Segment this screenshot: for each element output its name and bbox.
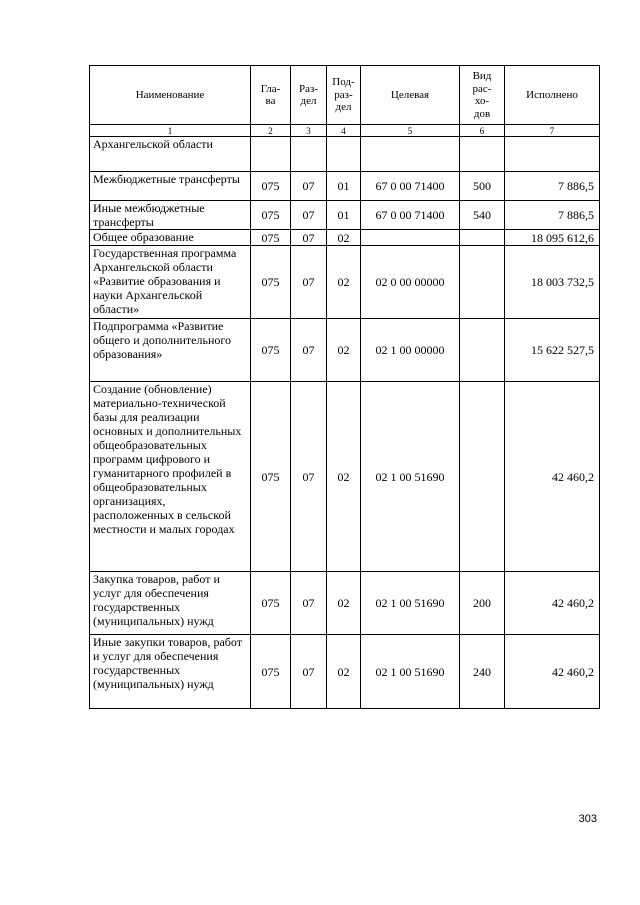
column-number: 3	[291, 125, 327, 137]
table-row	[90, 382, 600, 572]
row-ispolneno	[505, 137, 600, 172]
row-ispolneno: 7 886,5	[505, 201, 600, 230]
row-vid-rashodov	[460, 230, 505, 246]
row-podrazdel	[327, 137, 361, 172]
row-podrazdel: 01	[327, 172, 361, 201]
column-number: 5	[361, 125, 460, 137]
row-vid-rashodov: 200	[460, 572, 505, 635]
row-celevaya: 67 0 00 71400	[361, 172, 460, 201]
column-number-row	[90, 125, 600, 137]
header-ispolneno: Исполнено	[505, 66, 600, 125]
row-celevaya: 02 1 00 51690	[361, 382, 460, 572]
table-row	[90, 172, 600, 201]
header-glava: Гла- ва	[251, 66, 291, 125]
row-name: Иные закупки товаров, работ и услуг для обеспечения государственных (муниципальных) нужд	[90, 635, 251, 709]
header-razdel: Раз- дел	[291, 66, 327, 125]
row-glava	[251, 137, 291, 172]
row-vid-rashodov	[460, 137, 505, 172]
row-glava: 075	[251, 230, 291, 246]
row-podrazdel: 01	[327, 201, 361, 230]
row-ispolneno: 7 886,5	[505, 172, 600, 201]
table-row	[90, 201, 600, 230]
row-ispolneno: 42 460,2	[505, 382, 600, 572]
row-podrazdel: 02	[327, 635, 361, 709]
row-razdel: 07	[291, 572, 327, 635]
row-podrazdel: 02	[327, 319, 361, 382]
row-podrazdel: 02	[327, 230, 361, 246]
row-celevaya: 02 1 00 00000	[361, 319, 460, 382]
table-row	[90, 572, 600, 635]
row-ispolneno: 18 003 732,5	[505, 246, 600, 319]
row-glava: 075	[251, 572, 291, 635]
header-vid-rashodov: Вид рас- хо- дов	[460, 66, 505, 125]
row-podrazdel: 02	[327, 572, 361, 635]
row-name: Межбюджетные трансферты	[90, 172, 251, 201]
row-vid-rashodov: 500	[460, 172, 505, 201]
row-glava: 075	[251, 172, 291, 201]
row-ispolneno: 15 622 527,5	[505, 319, 600, 382]
column-number: 1	[90, 125, 251, 137]
row-name: Государственная программа Архангельской области «Развитие образования и науки Архангельской области»	[90, 246, 251, 319]
row-vid-rashodov: 240	[460, 635, 505, 709]
row-vid-rashodov	[460, 246, 505, 319]
row-glava: 075	[251, 319, 291, 382]
table-row	[90, 319, 600, 382]
header-row	[90, 66, 600, 125]
row-razdel: 07	[291, 172, 327, 201]
row-razdel: 07	[291, 246, 327, 319]
header-celevaya: Целевая	[361, 66, 460, 125]
row-ispolneno: 42 460,2	[505, 572, 600, 635]
row-razdel: 07	[291, 201, 327, 230]
row-razdel: 07	[291, 382, 327, 572]
column-number: 6	[460, 125, 505, 137]
row-name: Подпрограмма «Развитие общего и дополнительного образования»	[90, 319, 251, 382]
row-celevaya: 02 0 00 00000	[361, 246, 460, 319]
row-glava: 075	[251, 382, 291, 572]
row-glava: 075	[251, 201, 291, 230]
row-razdel: 07	[291, 230, 327, 246]
column-number: 2	[251, 125, 291, 137]
row-ispolneno: 18 095 612,6	[505, 230, 600, 246]
table-row	[90, 635, 600, 709]
row-razdel: 07	[291, 635, 327, 709]
row-vid-rashodov	[460, 319, 505, 382]
row-glava: 075	[251, 246, 291, 319]
row-ispolneno: 42 460,2	[505, 635, 600, 709]
row-name: Иные межбюджетные трансферты	[90, 201, 251, 230]
row-razdel	[291, 137, 327, 172]
header-podrazdel: Под- раз- дел	[327, 66, 361, 125]
page-number: 303	[578, 813, 597, 825]
row-razdel: 07	[291, 319, 327, 382]
table-row	[90, 230, 600, 246]
row-name: Общее образование	[90, 230, 251, 246]
row-celevaya	[361, 230, 460, 246]
row-name: Создание (обновление) материально-технической базы для реализации основных и дополнительных общеобразовательных программ цифрового и гуманитарного профилей в общеобразовательных организациях, расположенных в сельской местности и малых городах	[90, 382, 251, 572]
row-podrazdel: 02	[327, 382, 361, 572]
row-name: Архангельской области	[90, 137, 251, 172]
table-row	[90, 246, 600, 319]
row-glava: 075	[251, 635, 291, 709]
row-celevaya: 02 1 00 51690	[361, 572, 460, 635]
budget-table	[89, 65, 600, 709]
row-podrazdel: 02	[327, 246, 361, 319]
column-number: 4	[327, 125, 361, 137]
column-number: 7	[505, 125, 600, 137]
row-celevaya: 02 1 00 51690	[361, 635, 460, 709]
row-vid-rashodov	[460, 382, 505, 572]
table-row	[90, 137, 600, 172]
row-celevaya	[361, 137, 460, 172]
row-name: Закупка товаров, работ и услуг для обеспечения государственных (муниципальных) нужд	[90, 572, 251, 635]
row-vid-rashodov: 540	[460, 201, 505, 230]
header-name: Наименование	[90, 66, 251, 125]
row-celevaya: 67 0 00 71400	[361, 201, 460, 230]
